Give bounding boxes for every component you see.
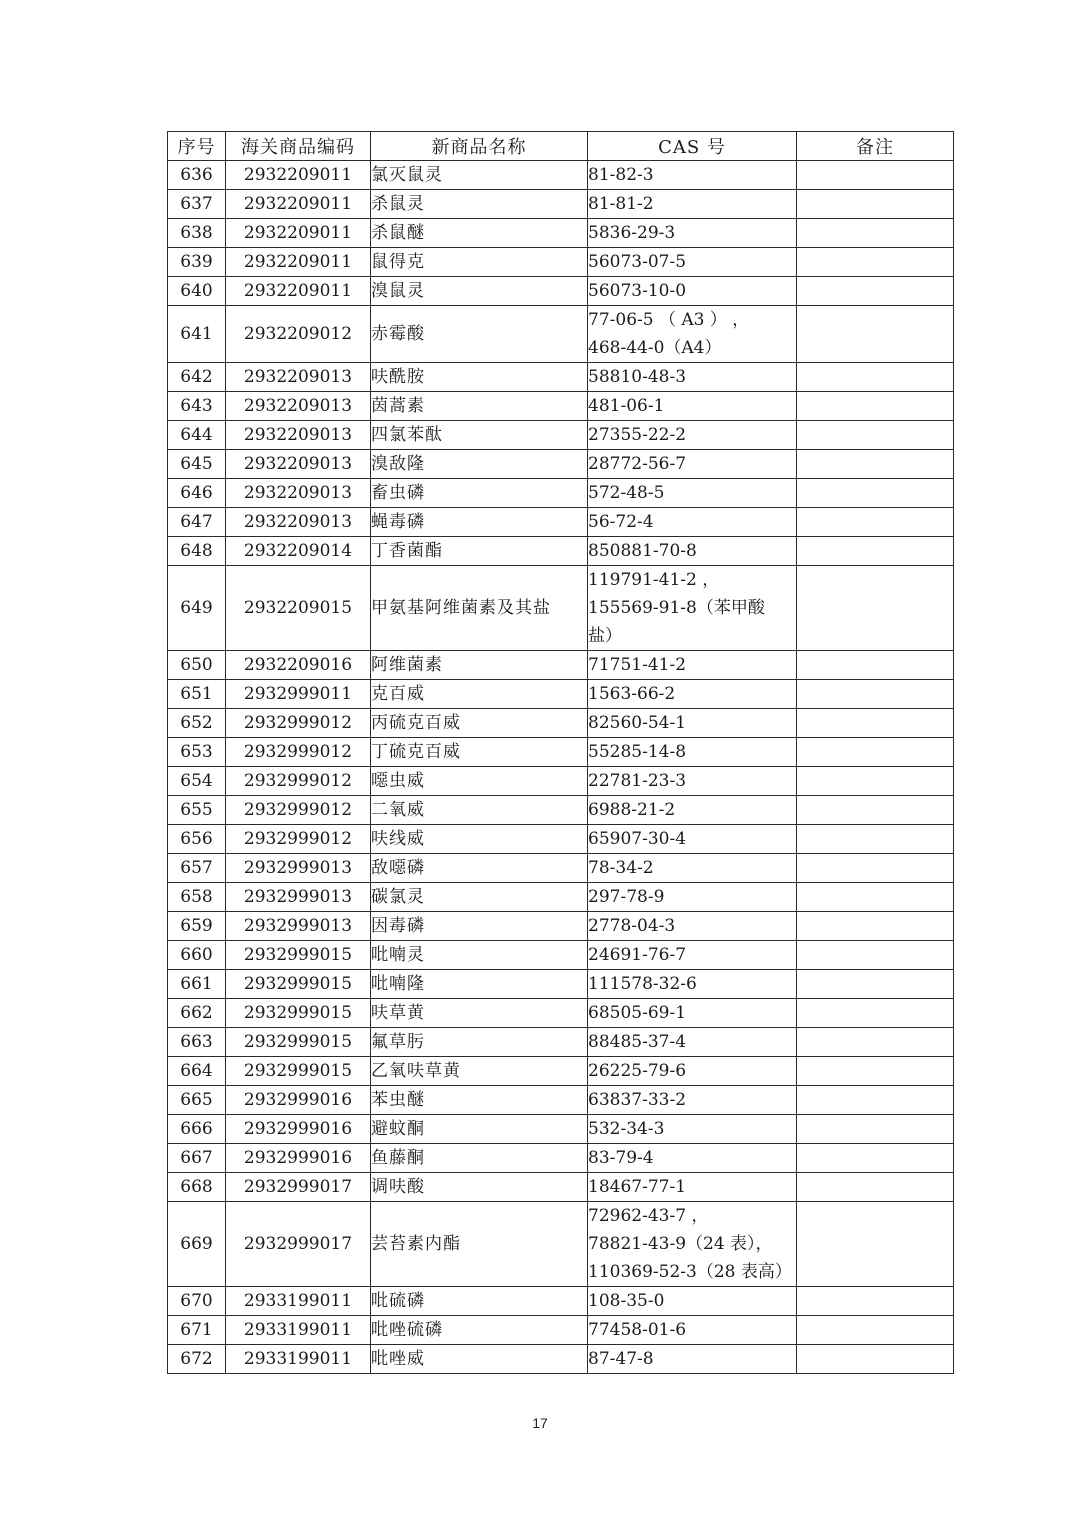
cell-seq: 659 (168, 912, 226, 941)
cell-product-name: 赤霉酸 (371, 306, 588, 363)
cell-product-name: 呋草黄 (371, 999, 588, 1028)
cell-seq: 646 (168, 479, 226, 508)
cell-cas-number (588, 219, 797, 248)
cas-line: 532-34-3 (588, 1119, 665, 1139)
cell-customs-code: 2932209012 (226, 306, 371, 363)
cell-customs-code: 2932999016 (226, 1086, 371, 1115)
cell-product-name: 蝇毒磷 (371, 508, 588, 537)
table-row (168, 1057, 954, 1086)
cell-remarks (797, 941, 954, 970)
cas-line: 71751-41-2 (588, 655, 687, 675)
cell-remarks (797, 1086, 954, 1115)
header-seq: 序号 (168, 132, 226, 161)
cell-cas-number (588, 508, 797, 537)
cas-line: 55285-14-8 (588, 742, 687, 762)
table-row (168, 248, 954, 277)
cell-remarks (797, 248, 954, 277)
cell-product-name: 杀鼠灵 (371, 190, 588, 219)
table-row (168, 651, 954, 680)
cell-seq: 655 (168, 796, 226, 825)
cell-seq: 645 (168, 450, 226, 479)
cell-customs-code: 2932209013 (226, 392, 371, 421)
cell-seq: 663 (168, 1028, 226, 1057)
cas-line: 155569-91-8（苯甲酸 (588, 598, 765, 618)
cas-line: 1563-66-2 (588, 684, 676, 704)
cas-line: 572-48-5 (588, 483, 665, 503)
table-row (168, 825, 954, 854)
table-row (168, 508, 954, 537)
cas-line: 81-82-3 (588, 165, 654, 185)
cell-customs-code: 2932999015 (226, 1028, 371, 1057)
table-row (168, 421, 954, 450)
cas-line: 18467-77-1 (588, 1177, 687, 1197)
cell-remarks (797, 1173, 954, 1202)
cas-line: 88485-37-4 (588, 1032, 687, 1052)
cas-line: 81-81-2 (588, 194, 654, 214)
cell-remarks (797, 1287, 954, 1316)
cell-cas-number (588, 825, 797, 854)
cas-line: 87-47-8 (588, 1349, 654, 1369)
table-row (168, 999, 954, 1028)
cell-customs-code: 2932999012 (226, 825, 371, 854)
cell-customs-code: 2932209011 (226, 277, 371, 306)
cas-line: 481-06-1 (588, 396, 665, 416)
cell-cas-number (588, 1144, 797, 1173)
table-row (168, 941, 954, 970)
cell-seq: 667 (168, 1144, 226, 1173)
cell-cas-number (588, 1173, 797, 1202)
cell-product-name: 因毒磷 (371, 912, 588, 941)
cell-customs-code: 2932209013 (226, 479, 371, 508)
cell-seq: 670 (168, 1287, 226, 1316)
cell-seq: 658 (168, 883, 226, 912)
cell-customs-code: 2932999015 (226, 941, 371, 970)
cell-cas-number (588, 941, 797, 970)
cell-product-name: 二氧威 (371, 796, 588, 825)
cell-product-name: 吡唑威 (371, 1345, 588, 1374)
table-row (168, 1202, 954, 1287)
table-row (168, 392, 954, 421)
cell-cas-number (588, 767, 797, 796)
cell-cas-number (588, 248, 797, 277)
cell-remarks (797, 767, 954, 796)
cell-product-name: 呋线威 (371, 825, 588, 854)
cas-line: 468-44-0（A4） (588, 338, 722, 358)
cell-customs-code: 2933199011 (226, 1316, 371, 1345)
cas-line: 850881-70-8 (588, 541, 697, 561)
cell-product-name: 避蚊酮 (371, 1115, 588, 1144)
cell-seq: 644 (168, 421, 226, 450)
table-row (168, 1144, 954, 1173)
cell-seq: 648 (168, 537, 226, 566)
cell-customs-code: 2932209011 (226, 190, 371, 219)
cell-cas-number (588, 479, 797, 508)
cell-product-name: 甲氨基阿维菌素及其盐 (371, 566, 588, 651)
cas-line: 68505-69-1 (588, 1003, 687, 1023)
cas-line: 297-78-9 (588, 887, 665, 907)
header-remarks: 备注 (797, 132, 954, 161)
cas-line: 24691-76-7 (588, 945, 687, 965)
cell-customs-code: 2932209013 (226, 508, 371, 537)
cell-product-name: 丁香菌酯 (371, 537, 588, 566)
cell-remarks (797, 1115, 954, 1144)
cell-customs-code: 2932999013 (226, 912, 371, 941)
cell-remarks (797, 566, 954, 651)
table-row (168, 738, 954, 767)
cell-cas-number (588, 1115, 797, 1144)
cell-seq: 641 (168, 306, 226, 363)
cell-cas-number (588, 1057, 797, 1086)
cell-product-name: 乙氧呋草黄 (371, 1057, 588, 1086)
cell-product-name: 溴敌隆 (371, 450, 588, 479)
cas-line: 28772-56-7 (588, 454, 687, 474)
cell-remarks (797, 680, 954, 709)
cell-customs-code: 2932999012 (226, 796, 371, 825)
table-row (168, 190, 954, 219)
cell-remarks (797, 854, 954, 883)
cell-seq: 672 (168, 1345, 226, 1374)
header-customs-code: 海关商品编码 (226, 132, 371, 161)
cell-remarks (797, 1144, 954, 1173)
cell-seq: 662 (168, 999, 226, 1028)
cell-cas-number (588, 883, 797, 912)
cell-seq: 671 (168, 1316, 226, 1345)
cell-product-name: 氯灭鼠灵 (371, 161, 588, 190)
cell-remarks (797, 709, 954, 738)
cell-product-name: 克百威 (371, 680, 588, 709)
cell-remarks (797, 883, 954, 912)
cell-seq: 652 (168, 709, 226, 738)
cell-cas-number (588, 738, 797, 767)
cell-remarks (797, 392, 954, 421)
cell-cas-number (588, 651, 797, 680)
cell-remarks (797, 970, 954, 999)
cell-seq: 636 (168, 161, 226, 190)
cell-product-name: 畜虫磷 (371, 479, 588, 508)
cell-cas-number (588, 537, 797, 566)
cas-line: 65907-30-4 (588, 829, 687, 849)
header-cas-number: CAS 号 (588, 132, 797, 161)
cell-product-name: 溴鼠灵 (371, 277, 588, 306)
cell-seq: 653 (168, 738, 226, 767)
cell-customs-code: 2932209011 (226, 248, 371, 277)
cell-seq: 654 (168, 767, 226, 796)
cell-customs-code: 2932999016 (226, 1115, 371, 1144)
cas-line: 27355-22-2 (588, 425, 687, 445)
cell-seq: 649 (168, 566, 226, 651)
cell-cas-number (588, 392, 797, 421)
cell-seq: 640 (168, 277, 226, 306)
cell-remarks (797, 363, 954, 392)
cell-remarks (797, 651, 954, 680)
table-row (168, 277, 954, 306)
cell-product-name: 碳氯灵 (371, 883, 588, 912)
cas-line: 63837-33-2 (588, 1090, 687, 1110)
cell-customs-code: 2932209013 (226, 363, 371, 392)
cell-remarks (797, 738, 954, 767)
cell-customs-code: 2932209011 (226, 161, 371, 190)
cas-line: 26225-79-6 (588, 1061, 687, 1081)
cas-line: 22781-23-3 (588, 771, 687, 791)
cell-remarks (797, 306, 954, 363)
page-number: 17 (532, 1415, 548, 1431)
cell-seq: 664 (168, 1057, 226, 1086)
cell-remarks (797, 537, 954, 566)
cell-customs-code: 2932999015 (226, 970, 371, 999)
cell-seq: 660 (168, 941, 226, 970)
cell-remarks (797, 1028, 954, 1057)
cell-cas-number (588, 450, 797, 479)
cas-line: 77-06-5 （ A3 ） ， (588, 310, 750, 330)
cell-product-name: 四氯苯酞 (371, 421, 588, 450)
cell-seq: 647 (168, 508, 226, 537)
cell-cas-number (588, 277, 797, 306)
cell-seq: 669 (168, 1202, 226, 1287)
cell-cas-number (588, 1028, 797, 1057)
cell-product-name: 吡喃灵 (371, 941, 588, 970)
table-row (168, 161, 954, 190)
cell-customs-code: 2932209013 (226, 421, 371, 450)
cell-remarks (797, 1202, 954, 1287)
cell-remarks (797, 161, 954, 190)
cell-customs-code: 2932999015 (226, 999, 371, 1028)
cell-customs-code: 2932999012 (226, 767, 371, 796)
table-row (168, 796, 954, 825)
cas-line: 56073-07-5 (588, 252, 687, 272)
header-product-name: 新商品名称 (371, 132, 588, 161)
cas-line: 78-34-2 (588, 858, 654, 878)
cell-seq: 668 (168, 1173, 226, 1202)
cell-seq: 650 (168, 651, 226, 680)
cell-remarks (797, 1316, 954, 1345)
cell-seq: 656 (168, 825, 226, 854)
cell-product-name: 吡唑硫磷 (371, 1316, 588, 1345)
cell-seq: 643 (168, 392, 226, 421)
cell-seq: 637 (168, 190, 226, 219)
cell-customs-code: 2932209015 (226, 566, 371, 651)
cell-customs-code: 2932209016 (226, 651, 371, 680)
cell-remarks (797, 450, 954, 479)
cell-seq: 657 (168, 854, 226, 883)
table-row (168, 1028, 954, 1057)
cas-line: 6988-21-2 (588, 800, 676, 820)
cell-remarks (797, 277, 954, 306)
cell-cas-number (588, 680, 797, 709)
cell-seq: 651 (168, 680, 226, 709)
header-row (168, 132, 954, 161)
cell-cas-number (588, 1287, 797, 1316)
cell-cas-number (588, 566, 797, 651)
cell-seq: 639 (168, 248, 226, 277)
cell-seq: 666 (168, 1115, 226, 1144)
cell-customs-code: 2932999013 (226, 883, 371, 912)
cell-seq: 665 (168, 1086, 226, 1115)
table-row (168, 306, 954, 363)
cell-cas-number (588, 1086, 797, 1115)
table-row (168, 566, 954, 651)
cell-remarks (797, 479, 954, 508)
cas-line: 119791-41-2 ， (588, 570, 720, 590)
cell-cas-number (588, 796, 797, 825)
cell-product-name: 噁虫威 (371, 767, 588, 796)
cell-product-name: 丙硫克百威 (371, 709, 588, 738)
cell-customs-code: 2932999011 (226, 680, 371, 709)
cell-seq: 638 (168, 219, 226, 248)
table-row (168, 970, 954, 999)
cell-seq: 661 (168, 970, 226, 999)
table-row (168, 1086, 954, 1115)
cell-customs-code: 2932999012 (226, 738, 371, 767)
cell-remarks (797, 190, 954, 219)
cell-customs-code: 2933199011 (226, 1345, 371, 1374)
cell-cas-number (588, 1345, 797, 1374)
cell-product-name: 调呋酸 (371, 1173, 588, 1202)
cell-product-name: 阿维菌素 (371, 651, 588, 680)
cas-line: 111578-32-6 (588, 974, 697, 994)
table-row (168, 680, 954, 709)
cell-remarks (797, 421, 954, 450)
cell-cas-number (588, 161, 797, 190)
cell-cas-number (588, 970, 797, 999)
table-row (168, 1345, 954, 1374)
cell-product-name: 呋酰胺 (371, 363, 588, 392)
chemical-list-table (167, 131, 954, 1374)
cell-product-name: 丁硫克百威 (371, 738, 588, 767)
cell-product-name: 苯虫醚 (371, 1086, 588, 1115)
table-row (168, 767, 954, 796)
table-row (168, 883, 954, 912)
table-row (168, 1316, 954, 1345)
table-row (168, 537, 954, 566)
cas-line: 110369-52-3（28 表高） (588, 1262, 792, 1282)
cell-remarks (797, 912, 954, 941)
cell-cas-number (588, 190, 797, 219)
cell-customs-code: 2932209011 (226, 219, 371, 248)
cell-cas-number (588, 1202, 797, 1287)
cell-seq: 642 (168, 363, 226, 392)
table-row (168, 479, 954, 508)
cell-remarks (797, 219, 954, 248)
cell-remarks (797, 508, 954, 537)
cas-line: 56073-10-0 (588, 281, 687, 301)
table-row (168, 912, 954, 941)
cell-remarks (797, 1345, 954, 1374)
cell-cas-number (588, 1316, 797, 1345)
cas-line: 5836-29-3 (588, 223, 676, 243)
table-header (168, 132, 954, 161)
table-row (168, 709, 954, 738)
cas-line: 72962-43-7 ， (588, 1206, 709, 1226)
cell-customs-code: 2932209014 (226, 537, 371, 566)
cas-line: 83-79-4 (588, 1148, 654, 1168)
cell-customs-code: 2933199011 (226, 1287, 371, 1316)
table-row (168, 854, 954, 883)
table-row (168, 450, 954, 479)
cell-cas-number (588, 912, 797, 941)
cell-customs-code: 2932999015 (226, 1057, 371, 1086)
cell-cas-number (588, 363, 797, 392)
cell-remarks (797, 825, 954, 854)
cell-customs-code: 2932999013 (226, 854, 371, 883)
cas-line: 78821-43-9（24 表）， (588, 1234, 773, 1254)
cas-line: 56-72-4 (588, 512, 654, 532)
cas-line: 82560-54-1 (588, 713, 687, 733)
table-row (168, 1287, 954, 1316)
cell-product-name: 敌噁磷 (371, 854, 588, 883)
cell-cas-number (588, 999, 797, 1028)
cell-product-name: 杀鼠醚 (371, 219, 588, 248)
cas-line: 58810-48-3 (588, 367, 687, 387)
table-row (168, 1115, 954, 1144)
cas-line: 盐） (588, 626, 622, 646)
cell-product-name: 鼠得克 (371, 248, 588, 277)
table-row (168, 1173, 954, 1202)
cell-customs-code: 2932999016 (226, 1144, 371, 1173)
cell-remarks (797, 796, 954, 825)
cell-cas-number (588, 421, 797, 450)
table-body (168, 161, 954, 1374)
cell-product-name: 鱼藤酮 (371, 1144, 588, 1173)
cell-remarks (797, 999, 954, 1028)
cell-product-name: 芸苔素内酯 (371, 1202, 588, 1287)
table-row (168, 363, 954, 392)
cell-cas-number (588, 854, 797, 883)
cell-product-name: 吡硫磷 (371, 1287, 588, 1316)
cell-customs-code: 2932999012 (226, 709, 371, 738)
cas-line: 77458-01-6 (588, 1320, 687, 1340)
cell-remarks (797, 1057, 954, 1086)
cell-customs-code: 2932999017 (226, 1173, 371, 1202)
cell-customs-code: 2932999017 (226, 1202, 371, 1287)
cell-cas-number (588, 709, 797, 738)
cell-product-name: 吡喃隆 (371, 970, 588, 999)
cas-line: 108-35-0 (588, 1291, 665, 1311)
cell-product-name: 氟草肟 (371, 1028, 588, 1057)
cell-product-name: 茵蒿素 (371, 392, 588, 421)
cell-customs-code: 2932209013 (226, 450, 371, 479)
cell-cas-number (588, 306, 797, 363)
table-row (168, 219, 954, 248)
cas-line: 2778-04-3 (588, 916, 676, 936)
